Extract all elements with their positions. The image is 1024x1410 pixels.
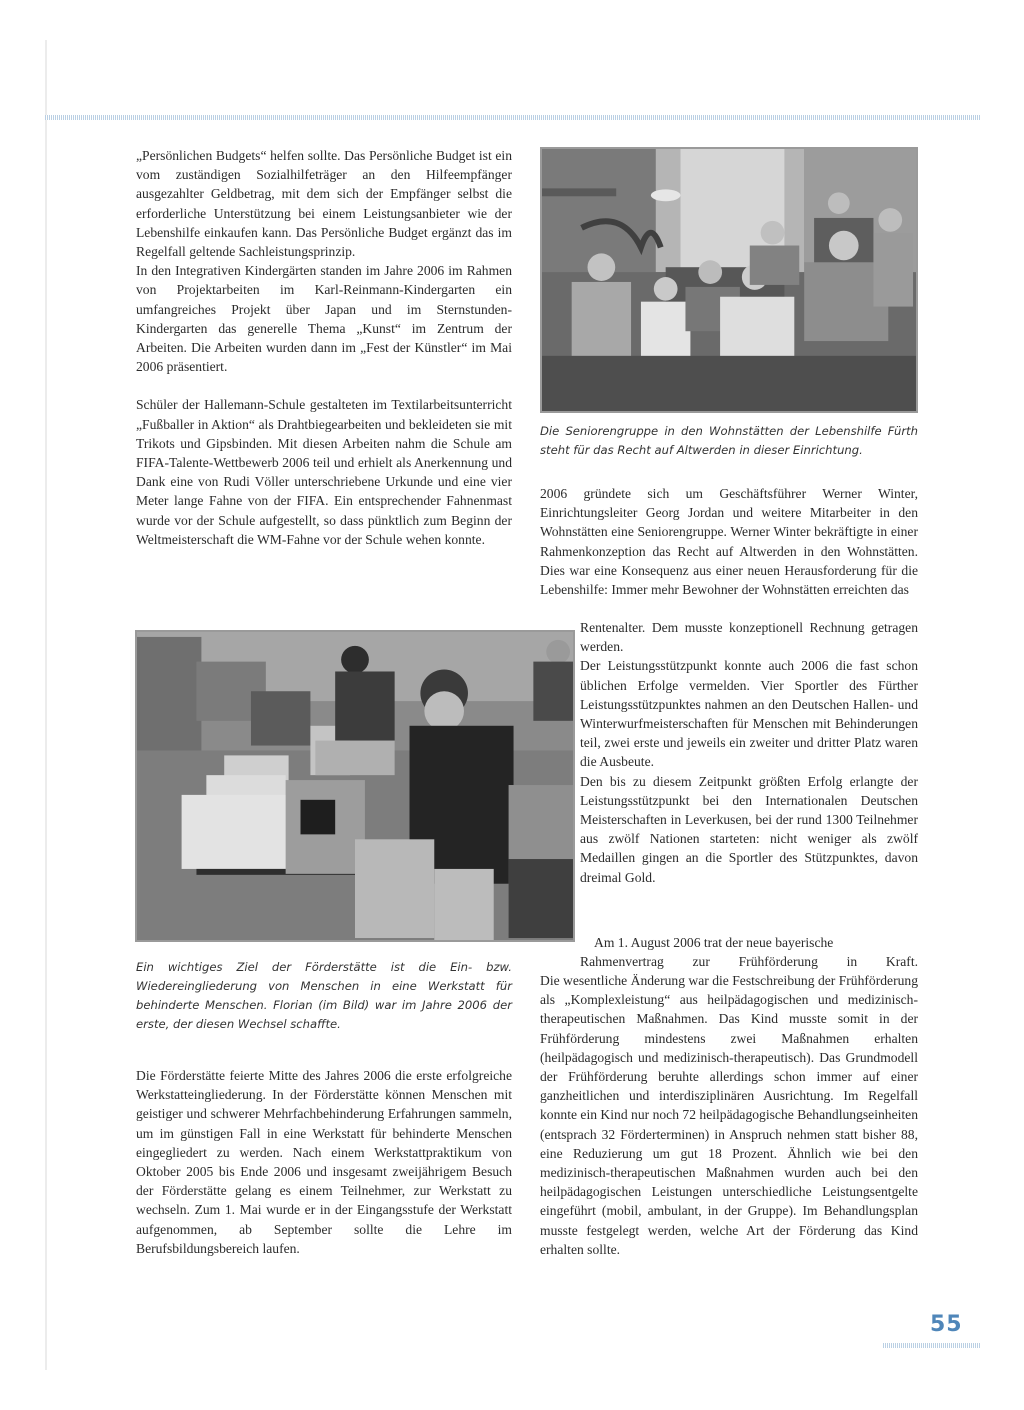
left-column-text-top	[136, 146, 512, 549]
right-column-text-narrow	[580, 618, 918, 887]
photo-foerderstaette-werkstatt	[135, 630, 575, 942]
paragraph-fruehfoerderung: Die wesentliche Änderung war die Festschreibung der Frühförderung als „Komplexleistung“ aus heilpädagogischen und medizinisch-therapeutischen Maßnahmen. Das Kind musste somit in der Frühförderung mindestens zwei Maßnahmen erhalten (heilpädagogisch und medizinisch-therapeutisch). Das Grundmodell der Frühförderung beruhte allerdings schon immer auf einer ganzheitlichen und interdisziplinären Ausrichtung. Im Regelfall konnte ein Kind nur noch 72 heilpädagogische Behandlungseinheiten (entsprach 32 Förderterminen) in Anspruch nehmen statt bisher 88, eine Reduzierung um gut 18 Prozent. Ähnlich wie bei den medizinisch-therapeutischen Maßnahmen wurden auch bei den heilpädagogischen Leistungen unterschiedliche Leistungsentgelte eingeführt (mobil, ambulant, in der Gruppe). Im Behandlungsplan musste festgelegt werden, welche Art der Förderung das Kind erhalten sollte.	[540, 973, 918, 1257]
photo-caption-seniorengruppe: Die Seniorengruppe in den Wohnstätten der Lebenshilfe Fürth steht für das Recht auf Altwerden in dieser Einrichtung.	[540, 424, 918, 457]
paragraph-fruehfoerderung-line2: Rahmenvertrag zur Frühförderung in Kraft.	[580, 954, 918, 969]
right-column-text-seniorengruppe	[540, 484, 918, 599]
paragraph-leistungsstuetzpunkt: Der Leistungsstützpunkt konnte auch 2006 die fast schon üblichen Erfolge vermelden. Vier Sportler des Fürther Leistungsstützpunktes nahmen an den Deutschen Hallen- und Winterwurfmeisterschaften für Menschen mit Behinderungen teil, zwei erste und jeweils ein zweiter und dritter Platz waren die Ausbeute.	[580, 658, 918, 770]
seniorengruppe-image	[542, 149, 916, 411]
header-decorative-stripe	[45, 115, 980, 120]
paragraph-persoenliches-budget: „Persönlichen Budgets“ helfen sollte. Das Persönliche Budget ist ein vom zuständigen Sozialhilfeträger an den Hilfeempfänger ausgezahlter Geldbetrag, mit dem sich der Empfänger selbst die erforderliche Unterstützung bei einem Leistungsanbieter wie der Lebenshilfe einkaufen kann. Das Persönliche Budget ergänzt das im Regelfall geltende Sachleistungsprinzip.	[136, 148, 512, 260]
paragraph-kindergaerten: In den Integrativen Kindergärten standen im Jahre 2006 im Rahmen von Projektarbeiten im Karl-Reinmann-Kindergarten ein umfangreiches Projekt über Japan und im Sternstunden-Kindergarten das generelle Thema „Kunst“ im Zentrum der Arbeiten. Die Arbeiten wurden dann im „Fest der Künstler“ im Mai 2006 präsentiert.	[136, 263, 512, 375]
page-number: 55	[930, 1312, 963, 1337]
page-margin-line	[45, 40, 47, 1370]
paragraph-fruehfoerderung-line1: Am 1. August 2006 trat der neue bayerische	[594, 935, 834, 950]
footer-decorative-stripe	[883, 1343, 980, 1348]
right-column-text-fruehfoerderung	[540, 971, 918, 1259]
paragraph-hallemann-schule: Schüler der Hallemann-Schule gestalteten im Textilarbeitsunterricht „Fußballer in Aktion“ als Drahtbiegearbeiten und bekleideten sie mit Trikots und Gipsbinden. Mit diesen Arbeiten nahm die Schule am FIFA-Talente-Wettbewerb 2006 teil und erhielt als Anerkennung und Dank eine von Rudi Völler unterschriebene Urkunde und eine vier Meter lange Fahne von der FIFA. Ein entsprechender Fahnenmast wurde vor der Schule aufgestellt, so dass pünktlich zum Beginn der Weltmeisterschaft die WM-Fahne vor der Schule wehen konnte.	[136, 397, 512, 547]
paragraph-foerderstaette: Die Förderstätte feierte Mitte des Jahres 2006 die erste erfolgreiche Werkstatteingliederung. In der Förderstätte können Menschen mit geistiger und schwerer Mehrfachbehinderung Erfahrungen sammeln, um im günstigen Fall in eine Werkstatt für behinderte Menschen eingegliedert zu werden. Nach einem Werkstattpraktikum von Oktober 2005 bis Ende 2006 und insgesamt zweijährigem Besuch der Förderstätte gelang es einem Teilnehmer, zur Werkstatt zu wechseln. Zum 1. Mai wurde er in der Eingangsstufe der Werkstatt aufgenommen, ab September sollte die Lehre im Berufsbildungsbereich laufen.	[136, 1068, 512, 1256]
photo-caption-foerderstaette: Ein wichtiges Ziel der Förderstätte ist die Ein- bzw. Wiedereingliederung von Menschen in eine Werkstatt für behinderte Menschen. Florian (im Bild) war im Jahre 2006 der erste, der diesen Wechsel schaffte.	[136, 960, 512, 1031]
left-column-text-bottom	[136, 1066, 512, 1258]
werkstatt-image	[137, 632, 573, 940]
photo-seniorengruppe	[540, 147, 918, 413]
paragraph-seniorengruppe: 2006 gründete sich um Geschäftsführer Werner Winter, Einrichtungsleiter Georg Jordan und weitere Mitarbeiter in den Wohnstätten eine Seniorengruppe. Werner Winter bekräftigte in einer Rahmenkonzeption das Recht auf Altwerden in den Wohnstätten. Dies war eine Konsequenz aus einer neuen Herausforderung für die Lebenshilfe: Immer mehr Bewohner der Wohnstätten erreichten das	[540, 486, 918, 598]
paragraph-leverkusen: Den bis zu diesem Zeitpunkt größten Erfolg erlangte der Leistungsstützpunkt bei den Internationalen Deutschen Meisterschaften in Leverkusen, bei der rund 1300 Teilnehmer aus zwölf Nationen starteten: nicht weniger als zwölf Medaillen gingen an die Sportler des Stützpunktes, davon dreimal Gold.	[580, 773, 918, 885]
paragraph-rentenalter: Rentenalter. Dem musste konzeptionell Rechnung getragen werden.	[580, 620, 918, 655]
